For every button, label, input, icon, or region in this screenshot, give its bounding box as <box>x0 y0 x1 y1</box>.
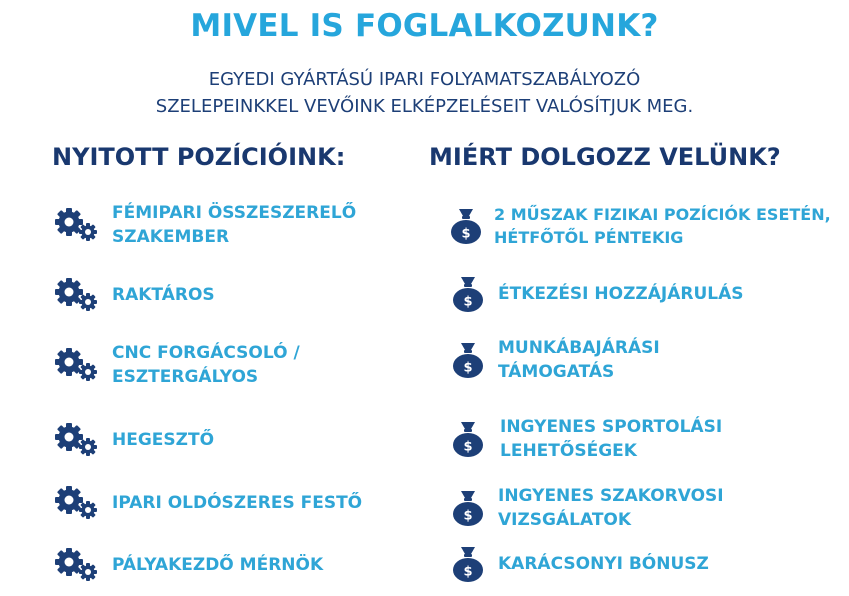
position-item <box>54 201 356 249</box>
benefit-label-line1: INGYENES SZAKORVOSI <box>498 486 724 506</box>
svg-text:$: $ <box>461 226 471 242</box>
positions-heading: NYITOTT POZÍCIÓINK: <box>52 143 346 171</box>
benefit-label-line2: TÁMOGATÁS <box>498 362 615 382</box>
position-label-line1: RAKTÁROS <box>112 285 215 305</box>
benefit-label-line1: KARÁCSONYI BÓNUSZ <box>498 554 709 574</box>
position-label-line2: SZAKEMBER <box>112 227 230 247</box>
gears-icon <box>54 204 98 246</box>
money-bag-icon <box>452 489 484 527</box>
benefit-label-line2: HÉTFŐTŐL PÉNTEKIG <box>494 228 684 247</box>
benefit-label-line2: VIZSGÁLATOK <box>498 510 632 530</box>
svg-text:$: $ <box>463 294 473 310</box>
position-item <box>54 419 214 461</box>
position-item <box>54 482 362 524</box>
position-item <box>54 341 300 389</box>
benefit-label-line1: ÉTKEZÉSI HOZZÁJÁRULÁS <box>498 284 744 304</box>
page-subtitle <box>0 66 849 120</box>
subtitle-line-2: SZELEPEINKKEL VEVŐINK ELKÉPZELÉSEIT VALÓSÍTJUK MEG. <box>155 96 694 117</box>
position-label-line1: IPARI OLDÓSZERES FESTŐ <box>112 493 363 513</box>
benefit-label-line1: 2 MŰSZAK FIZIKAI POZÍCIÓK ESETÉN, <box>494 205 831 224</box>
svg-text:$: $ <box>463 564 473 580</box>
position-label-line1: CNC FORGÁCSOLÓ / <box>112 343 300 363</box>
position-item <box>54 274 215 316</box>
svg-text:$: $ <box>463 508 473 524</box>
gears-icon <box>54 344 98 386</box>
position-label-line1: FÉMIPARI ÖSSZESZERELŐ <box>112 203 357 223</box>
svg-text:$: $ <box>463 439 473 455</box>
subtitle-line-1: EGYEDI GYÁRTÁSÚ IPARI FOLYAMATSZABÁLYOZÓ <box>208 69 641 90</box>
benefit-label-line2: LEHETŐSÉGEK <box>500 441 637 461</box>
gears-icon <box>54 419 98 461</box>
money-bag-icon <box>452 545 484 583</box>
benefit-label-line1: INGYENES SPORTOLÁSI <box>500 417 723 437</box>
benefit-item <box>452 275 744 313</box>
money-bag-icon <box>452 275 484 313</box>
benefit-item <box>450 203 831 249</box>
benefits-heading: MIÉRT DOLGOZZ VELÜNK? <box>429 143 781 171</box>
money-bag-icon <box>450 207 482 245</box>
money-bag-icon <box>452 420 484 458</box>
gears-icon <box>54 544 98 586</box>
benefit-label-line1: MUNKÁBAJÁRÁSI <box>498 338 660 358</box>
page-title: MIVEL IS FOGLALKOZUNK? <box>190 8 659 44</box>
svg-text:$: $ <box>463 360 473 376</box>
benefit-item <box>452 484 724 532</box>
position-label-line2: ESZTERGÁLYOS <box>112 367 259 387</box>
gears-icon <box>54 274 98 316</box>
benefit-item <box>452 415 722 463</box>
position-label-line1: HEGESZTŐ <box>112 430 215 450</box>
position-item <box>54 544 323 586</box>
gears-icon <box>54 482 98 524</box>
money-bag-icon <box>452 341 484 379</box>
benefit-item <box>452 545 709 583</box>
benefit-item <box>452 336 660 384</box>
position-label-line1: PÁLYAKEZDŐ MÉRNÖK <box>112 555 324 575</box>
